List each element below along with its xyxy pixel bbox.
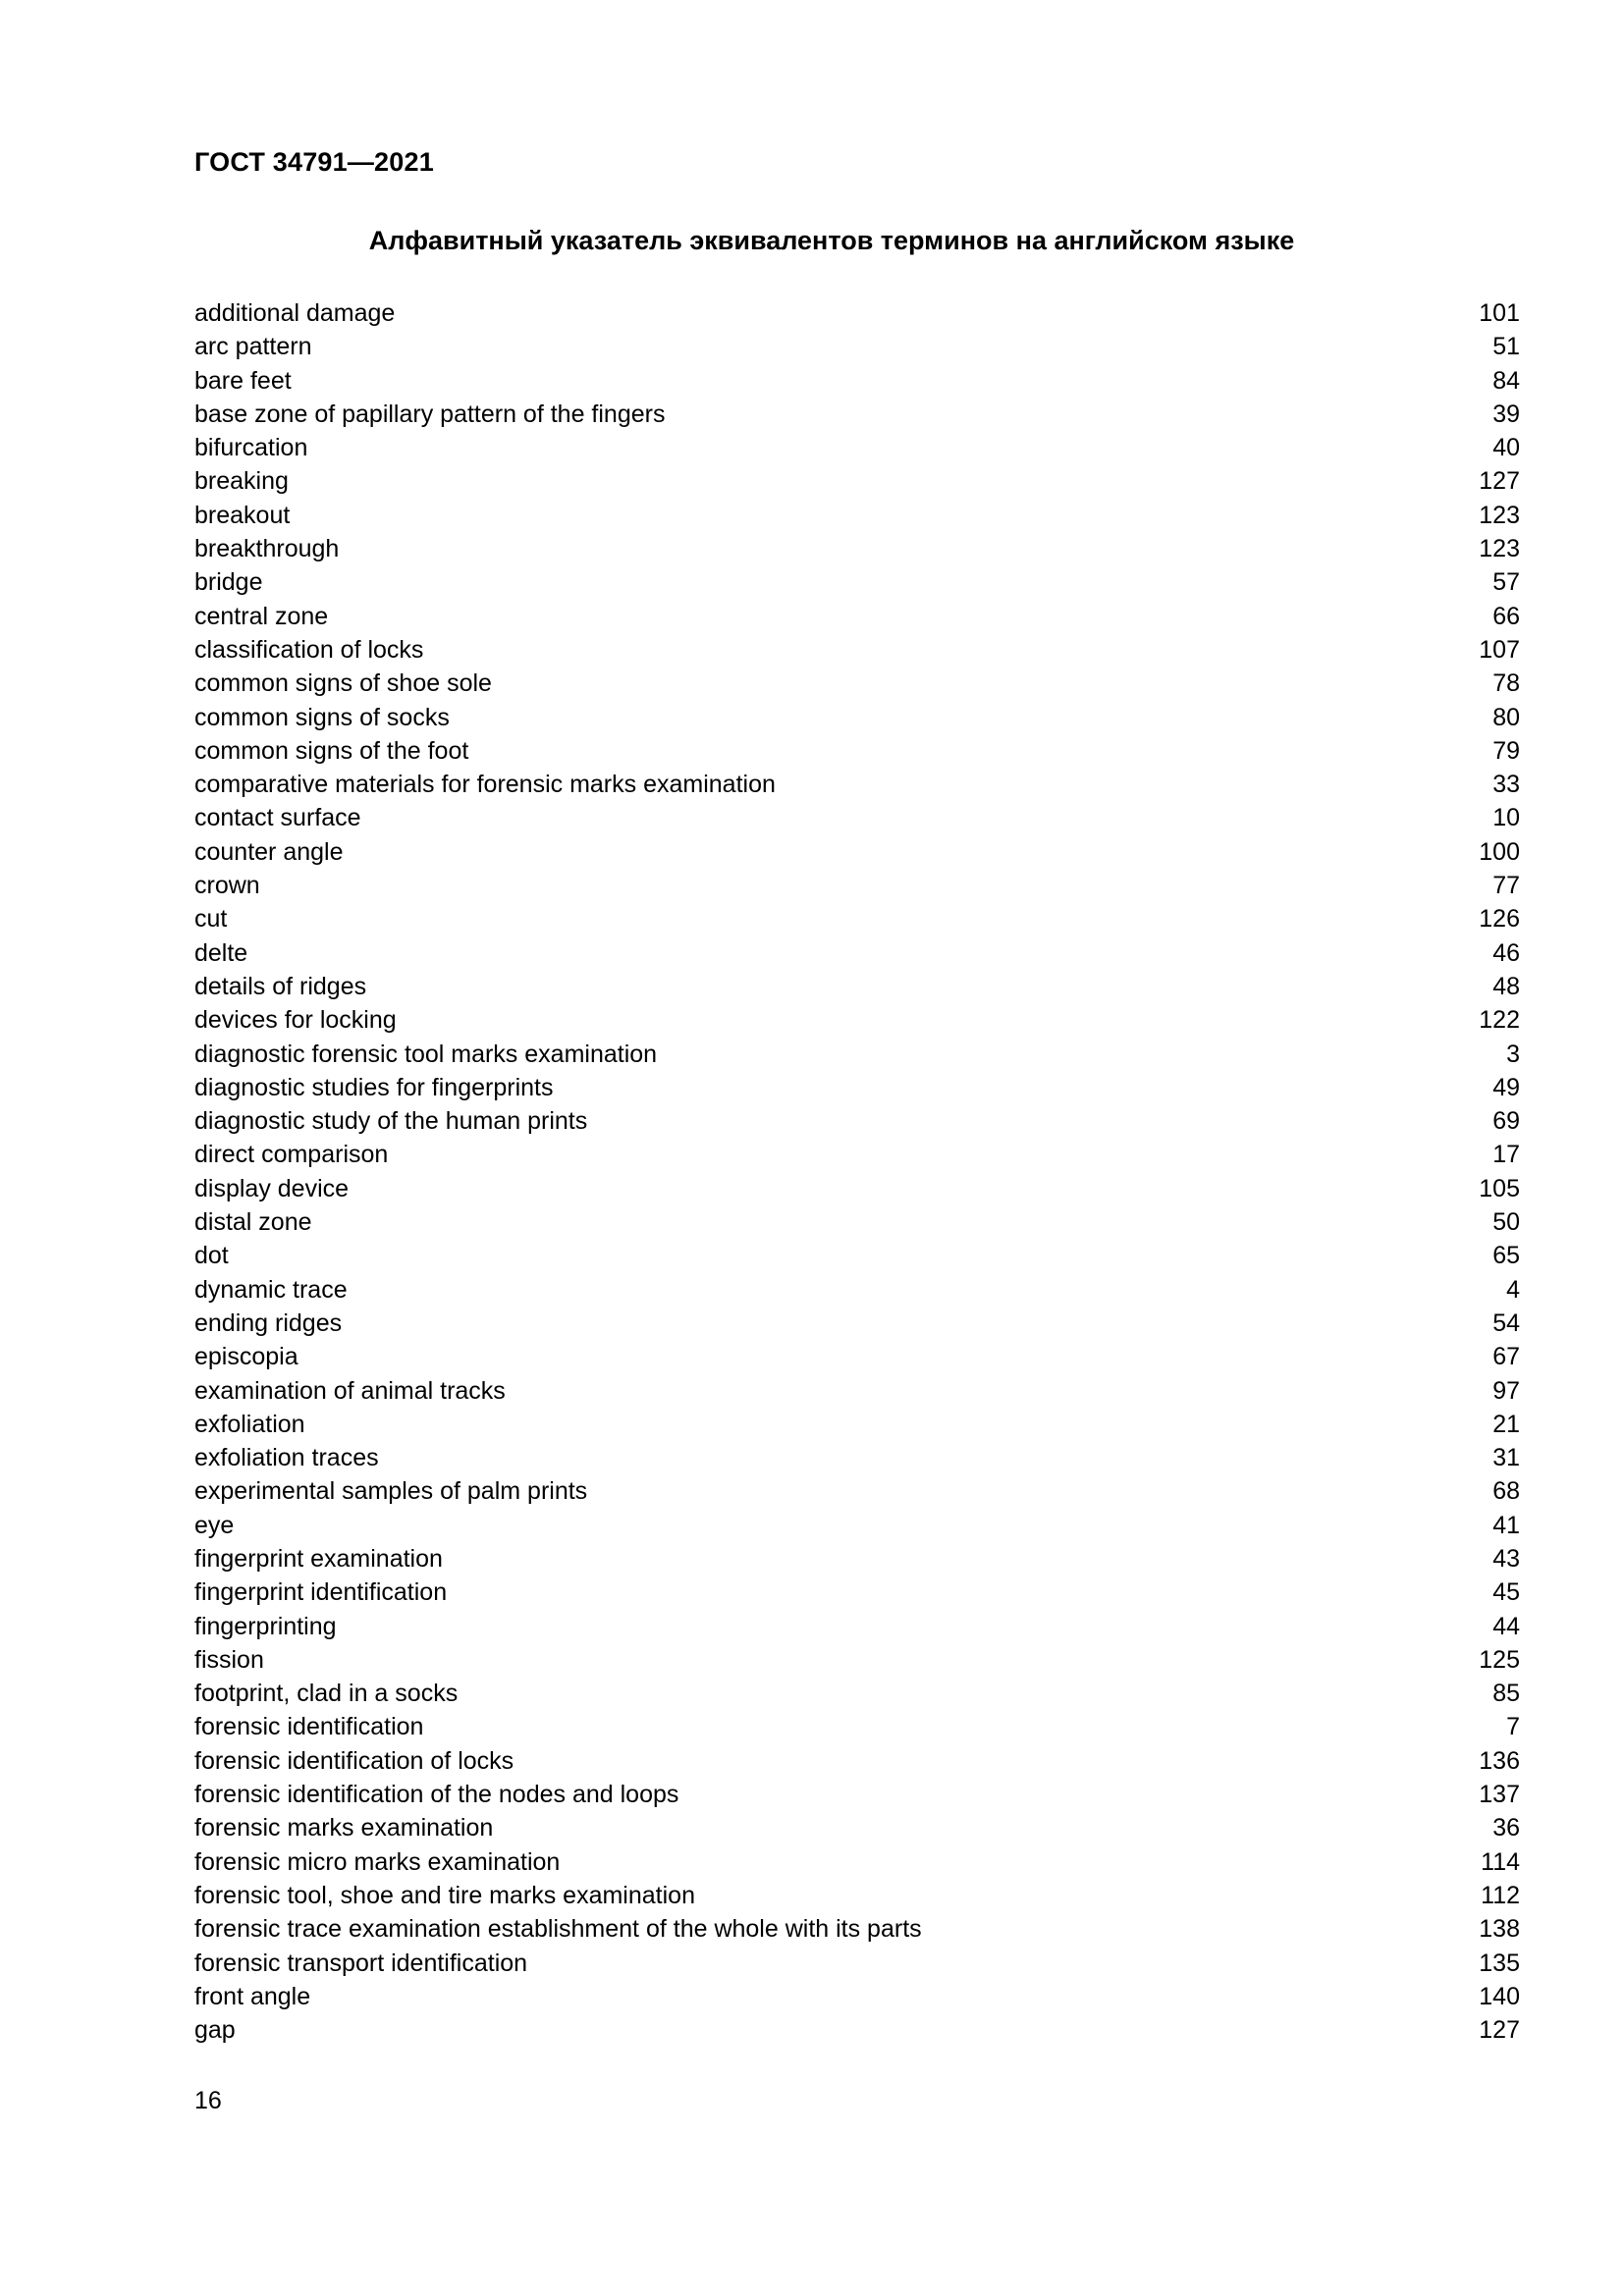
- index-entry: [194, 1677, 1520, 1710]
- index-entry: [194, 1104, 1520, 1138]
- index-page-ref: 49: [1492, 1073, 1520, 1101]
- index-page-ref: 79: [1492, 736, 1520, 765]
- index-entry: [194, 1509, 1520, 1542]
- index-page-ref: 54: [1492, 1308, 1520, 1337]
- index-entry: [194, 835, 1520, 869]
- index-term: examination of animal tracks: [194, 1376, 506, 1405]
- index-entry: [194, 1980, 1520, 2013]
- index-page-ref: 46: [1492, 938, 1520, 967]
- index-term: details of ridges: [194, 972, 367, 1000]
- index-term: footprint, clad in a socks: [194, 1680, 459, 1708]
- index-page-ref: 127: [1479, 2016, 1520, 2045]
- index-page-ref: 97: [1492, 1376, 1520, 1405]
- index-page-ref: 39: [1492, 400, 1520, 428]
- index-entry: [194, 431, 1520, 464]
- index-entry: [194, 330, 1520, 363]
- page-number: 16: [194, 2087, 222, 2114]
- index-entry: [194, 801, 1520, 834]
- index-page-ref: 123: [1479, 535, 1520, 563]
- index-entry: [194, 565, 1520, 599]
- index-entry: [194, 1879, 1520, 1912]
- index-term: display device: [194, 1174, 350, 1202]
- index-page-ref: 114: [1481, 1847, 1520, 1876]
- index-page-ref: 69: [1492, 1107, 1520, 1136]
- index-page-ref: 45: [1492, 1578, 1520, 1607]
- index-term: diagnostic study of the human prints: [194, 1107, 588, 1136]
- index-term: devices for locking: [194, 1006, 397, 1035]
- index-page-ref: 123: [1479, 501, 1520, 529]
- index-term: comparative materials for forensic marks examination: [194, 771, 776, 799]
- index-entry: [194, 902, 1520, 935]
- index-entry: [194, 1340, 1520, 1373]
- index-entry: [194, 1778, 1520, 1811]
- index-entry: [194, 1273, 1520, 1307]
- index-page-ref: 136: [1479, 1746, 1520, 1775]
- index-entry: [194, 1610, 1520, 1643]
- index-term: forensic tool, shoe and tire marks examination: [194, 1881, 695, 1909]
- index-term: breaking: [194, 467, 289, 496]
- index-term: gap: [194, 2016, 236, 2045]
- index-term: forensic trace examination establishment of the whole with its parts: [194, 1915, 922, 1944]
- index-entry: [194, 667, 1520, 700]
- index-page-ref: 80: [1492, 703, 1520, 731]
- index-term: arc pattern: [194, 333, 312, 361]
- index-entry: [194, 1441, 1520, 1474]
- index-entry: [194, 1575, 1520, 1609]
- index-term: exfoliation: [194, 1410, 305, 1438]
- index-term: counter angle: [194, 837, 344, 866]
- index-page-ref: 107: [1479, 635, 1520, 664]
- index-page-ref: 137: [1479, 1781, 1520, 1809]
- index-entry: [194, 398, 1520, 431]
- index-entry: [194, 296, 1520, 330]
- index-entry: [194, 734, 1520, 768]
- index-term: eye: [194, 1511, 235, 1539]
- index-term: classification of locks: [194, 635, 424, 664]
- index-page-ref: 4: [1506, 1275, 1520, 1304]
- index-term: bridge: [194, 568, 263, 597]
- index-page-ref: 48: [1492, 972, 1520, 1000]
- index-entry: [194, 1542, 1520, 1575]
- index-page-ref: 36: [1492, 1814, 1520, 1842]
- index-page-ref: 44: [1492, 1612, 1520, 1640]
- index-term: forensic micro marks examination: [194, 1847, 561, 1876]
- index-page-ref: 65: [1492, 1242, 1520, 1270]
- index-page-ref: 51: [1492, 333, 1520, 361]
- index-term: ending ridges: [194, 1308, 343, 1337]
- index-page-ref: 3: [1506, 1040, 1520, 1068]
- index-term: delte: [194, 938, 248, 967]
- index-term: dynamic trace: [194, 1275, 348, 1304]
- index-title: Алфавитный указатель эквивалентов терминов на английском языке: [368, 226, 1295, 255]
- index-term: direct comparison: [194, 1141, 389, 1169]
- index-page-ref: 122: [1479, 1006, 1520, 1035]
- index-page-ref: 41: [1492, 1511, 1520, 1539]
- index-entry: [194, 936, 1520, 970]
- index-entry: [194, 1239, 1520, 1272]
- index-term: forensic transport identification: [194, 1949, 528, 1977]
- index-entry: [194, 1138, 1520, 1171]
- index-entry: [194, 1071, 1520, 1104]
- index-term: common signs of socks: [194, 703, 450, 731]
- index-page-ref: 100: [1479, 837, 1520, 866]
- index-page-ref: 125: [1479, 1645, 1520, 1674]
- index-entry: [194, 1003, 1520, 1037]
- index-page-ref: 126: [1479, 905, 1520, 934]
- index-entry: [194, 600, 1520, 633]
- index-page-ref: 10: [1492, 804, 1520, 832]
- index-page-ref: 84: [1492, 366, 1520, 395]
- index-term: crown: [194, 872, 260, 900]
- index-page-ref: 57: [1492, 568, 1520, 597]
- index-entry: [194, 2013, 1520, 2047]
- index-term: common signs of shoe sole: [194, 669, 492, 698]
- index-list: [194, 296, 1520, 2047]
- index-page-ref: 85: [1492, 1680, 1520, 1708]
- index-term: cut: [194, 905, 228, 934]
- index-entry: [194, 1845, 1520, 1879]
- index-term: exfoliation traces: [194, 1444, 379, 1472]
- index-term: contact surface: [194, 804, 361, 832]
- index-entry: [194, 869, 1520, 902]
- index-term: fingerprint identification: [194, 1578, 448, 1607]
- index-term: front angle: [194, 1982, 311, 2010]
- index-page-ref: 140: [1479, 1982, 1520, 2010]
- index-page-ref: 43: [1492, 1544, 1520, 1573]
- index-page-ref: 138: [1479, 1915, 1520, 1944]
- index-term: base zone of papillary pattern of the fingers: [194, 400, 666, 428]
- index-term: diagnostic forensic tool marks examination: [194, 1040, 658, 1068]
- index-term: forensic identification: [194, 1713, 424, 1741]
- index-page-ref: 66: [1492, 602, 1520, 630]
- index-page-ref: 127: [1479, 467, 1520, 496]
- index-term: breakthrough: [194, 535, 340, 563]
- index-entry: [194, 768, 1520, 801]
- index-page-ref: 135: [1479, 1949, 1520, 1977]
- document-code: ГОСТ 34791—2021: [194, 147, 434, 177]
- index-term: fission: [194, 1645, 264, 1674]
- index-term: experimental samples of palm prints: [194, 1477, 588, 1506]
- index-page-ref: 50: [1492, 1208, 1520, 1237]
- index-term: episcopia: [194, 1343, 298, 1371]
- index-page-ref: 21: [1492, 1410, 1520, 1438]
- index-term: diagnostic studies for fingerprints: [194, 1073, 554, 1101]
- index-page-ref: 17: [1492, 1141, 1520, 1169]
- index-term: forensic marks examination: [194, 1814, 494, 1842]
- index-page-ref: 40: [1492, 434, 1520, 462]
- index-term: fingerprinting: [194, 1612, 337, 1640]
- index-term: bare feet: [194, 366, 292, 395]
- index-entry: [194, 1744, 1520, 1778]
- index-term: dot: [194, 1242, 229, 1270]
- index-page-ref: 68: [1492, 1477, 1520, 1506]
- index-entry: [194, 1307, 1520, 1340]
- index-entry: [194, 970, 1520, 1003]
- index-entry: [194, 1408, 1520, 1441]
- index-term: forensic identification of the nodes and loops: [194, 1781, 679, 1809]
- index-term: bifurcation: [194, 434, 308, 462]
- index-term: common signs of the foot: [194, 736, 469, 765]
- index-term: additional damage: [194, 299, 396, 327]
- index-page-ref: 67: [1492, 1343, 1520, 1371]
- index-entry: [194, 1172, 1520, 1205]
- index-entry: [194, 499, 1520, 532]
- index-entry: [194, 1947, 1520, 1980]
- index-entry: [194, 1374, 1520, 1408]
- index-entry: [194, 1474, 1520, 1508]
- index-entry: [194, 1710, 1520, 1743]
- index-entry: [194, 464, 1520, 498]
- index-page-ref: 112: [1481, 1881, 1520, 1909]
- index-page-ref: 77: [1492, 872, 1520, 900]
- index-entry: [194, 532, 1520, 565]
- index-entry: [194, 701, 1520, 734]
- index-page-ref: 105: [1479, 1174, 1520, 1202]
- index-term: central zone: [194, 602, 329, 630]
- index-term: forensic identification of locks: [194, 1746, 514, 1775]
- index-term: fingerprint examination: [194, 1544, 443, 1573]
- index-term: distal zone: [194, 1208, 312, 1237]
- index-page-ref: 7: [1506, 1713, 1520, 1741]
- index-entry: [194, 1912, 1520, 1946]
- index-page-ref: 101: [1479, 299, 1520, 327]
- index-term: breakout: [194, 501, 291, 529]
- index-entry: [194, 1205, 1520, 1239]
- index-page-ref: 78: [1492, 669, 1520, 698]
- index-page-ref: 31: [1492, 1444, 1520, 1472]
- index-entry: [194, 1038, 1520, 1071]
- index-entry: [194, 633, 1520, 667]
- index-entry: [194, 1643, 1520, 1677]
- index-entry: [194, 364, 1520, 398]
- index-page-ref: 33: [1492, 771, 1520, 799]
- index-entry: [194, 1811, 1520, 1844]
